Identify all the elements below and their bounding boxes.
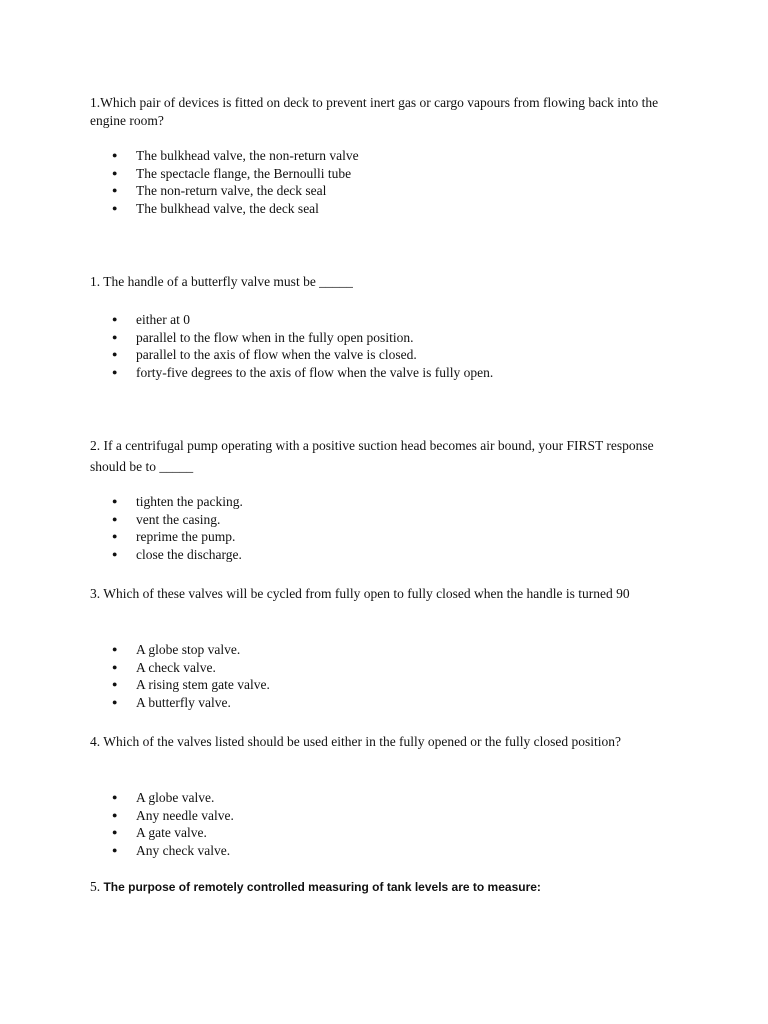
bullet-icon: ● [112, 150, 118, 160]
list-item: ● Any check valve. [112, 843, 231, 859]
option-list [112, 147, 359, 218]
list-item: ● forty-five degrees to the axis of flow when the valve is fully open. [112, 365, 494, 381]
bullet-icon: ● [112, 367, 118, 378]
bullet-icon: ● [112, 314, 118, 324]
option-list [112, 641, 270, 712]
bullet-icon: ● [112, 531, 118, 542]
bullet-icon: ● [112, 185, 118, 196]
bullet-icon: ● [112, 349, 118, 360]
bullet-icon: ● [112, 549, 118, 560]
list-item: ● A butterfly valve. [112, 695, 231, 711]
bullet-icon: ● [112, 792, 118, 802]
list-item: ● The non-return valve, the deck seal [112, 183, 327, 199]
bullet-icon: ● [112, 661, 118, 672]
question-text: 4. Which of the valves listed should be used either in the fully opened or the fully closed position? [90, 734, 622, 749]
option-list [112, 789, 234, 860]
list-item: ● The bulkhead valve, the non-return valve [112, 148, 359, 163]
question-6 [90, 878, 690, 896]
list-item: ● parallel to the axis of flow when the valve is closed. [112, 347, 417, 363]
list-item: ● A check valve. [112, 659, 216, 675]
option-list [112, 493, 243, 564]
bullet-icon: ● [112, 203, 118, 214]
question-1 [90, 94, 690, 130]
question-5 [90, 731, 690, 752]
bullet-icon: ● [112, 697, 118, 708]
list-item: ● The bulkhead valve, the deck seal [112, 201, 319, 217]
question-3 [90, 435, 690, 477]
bullet-icon: ● [112, 845, 118, 856]
question-4 [90, 583, 690, 604]
bullet-icon: ● [112, 679, 118, 690]
bullet-icon: ● [112, 331, 118, 342]
list-item: ● Any needle valve. [112, 807, 234, 823]
list-item: ● A globe stop valve. [112, 642, 241, 657]
list-item: ● reprime the pump. [112, 529, 236, 545]
list-item: ● tighten the packing. [112, 494, 243, 509]
list-item: ● A rising stem gate valve. [112, 677, 270, 693]
bullet-icon: ● [112, 496, 118, 506]
bullet-icon: ● [112, 513, 118, 524]
question-text: 1. The handle of a butterfly valve must be _____ [90, 274, 353, 289]
question-heading: The purpose of remotely controlled measuring of tank levels are to measure: [103, 880, 541, 894]
bullet-icon: ● [112, 827, 118, 838]
list-item: ● close the discharge. [112, 547, 242, 563]
list-item: ● A globe valve. [112, 790, 215, 805]
question-text: 1.Which pair of devices is fitted on deck to prevent inert gas or cargo vapours from flowing back into the engine room? [90, 95, 659, 128]
list-item: ● A gate valve. [112, 825, 207, 841]
question-text [90, 878, 690, 896]
list-item: ● parallel to the flow when in the fully open position. [112, 329, 414, 345]
bullet-icon: ● [112, 809, 118, 820]
bullet-icon: ● [112, 167, 118, 178]
option-list [112, 311, 493, 382]
question-text: 2. If a centrifugal pump operating with a positive suction head becomes air bound, your FIRST response should be to _____ [90, 438, 654, 474]
question-text: 3. Which of these valves will be cycled from fully open to fully closed when the handle is turned 90 [90, 586, 630, 601]
list-item: ● either at 0 [112, 312, 190, 327]
list-item: ● The spectacle flange, the Bernoulli tube [112, 165, 352, 181]
bullet-icon: ● [112, 644, 118, 654]
list-item: ● vent the casing. [112, 511, 221, 527]
question-2 [90, 273, 690, 291]
question-number: 5. [90, 879, 101, 894]
